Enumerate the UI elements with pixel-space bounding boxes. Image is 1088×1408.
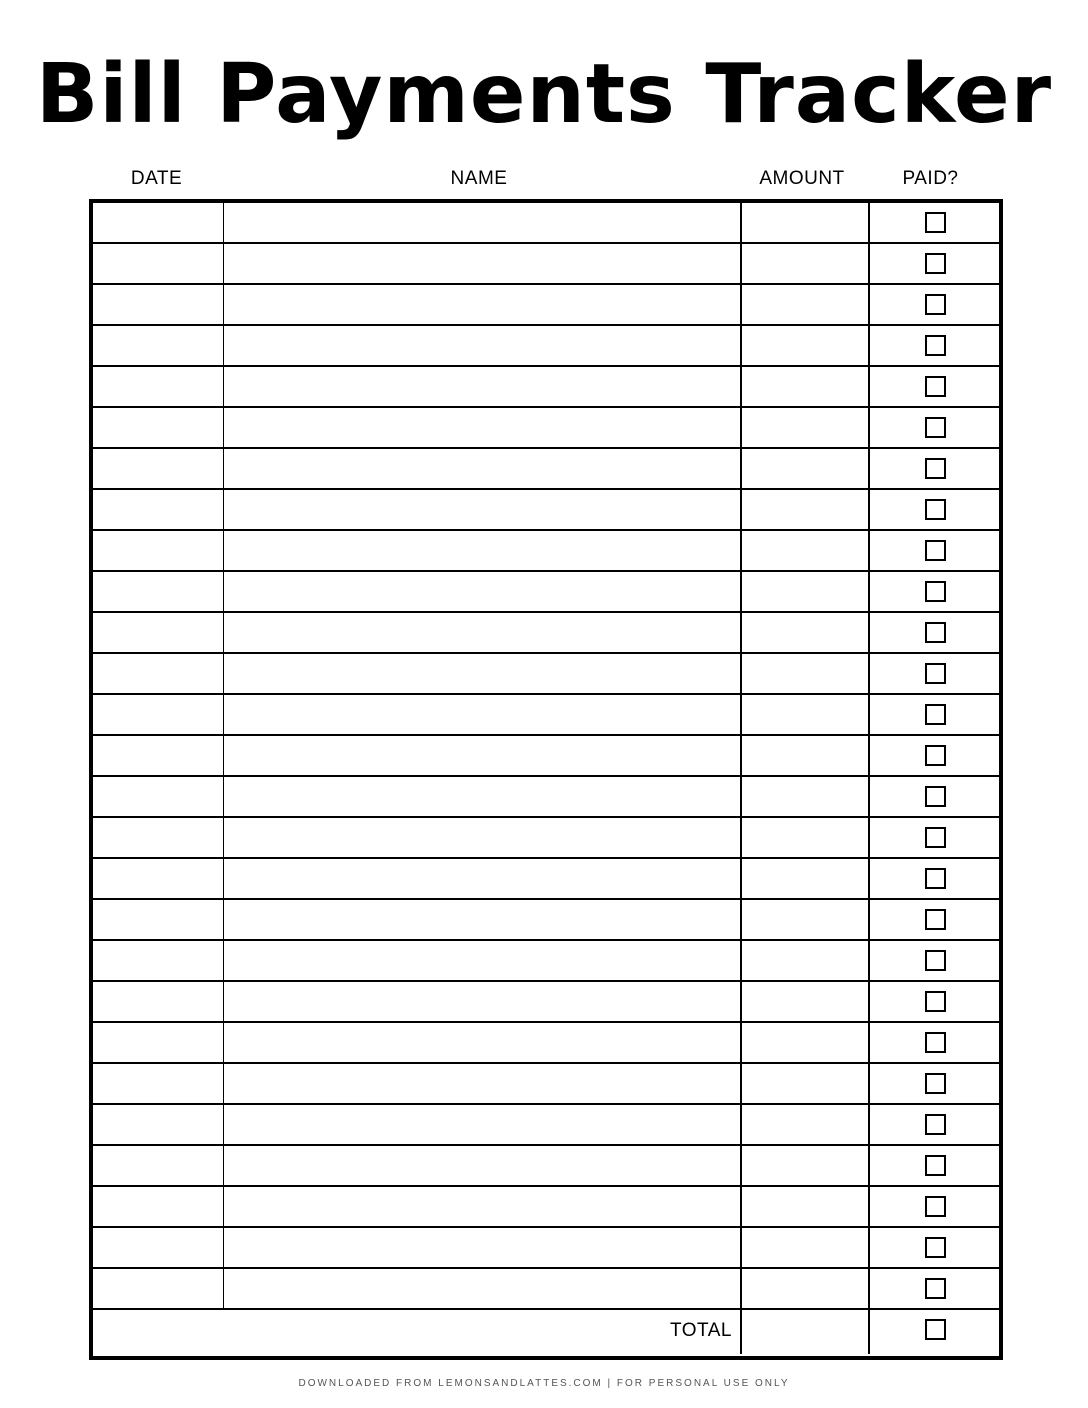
name-cell[interactable] <box>224 695 742 734</box>
table-row <box>93 203 999 244</box>
name-cell[interactable] <box>224 900 742 939</box>
amount-cell[interactable] <box>742 859 870 898</box>
checkbox-icon[interactable] <box>925 745 946 766</box>
checkbox-icon[interactable] <box>925 417 946 438</box>
paid-cell <box>870 408 999 447</box>
paid-cell <box>870 982 999 1021</box>
checkbox-icon[interactable] <box>925 581 946 602</box>
column-header-date: DATE <box>130 168 183 189</box>
name-cell[interactable] <box>224 1228 742 1267</box>
name-cell[interactable] <box>224 613 742 652</box>
paid-cell <box>870 285 999 324</box>
name-cell[interactable] <box>224 244 742 283</box>
amount-cell[interactable] <box>742 695 870 734</box>
name-cell[interactable] <box>224 941 742 980</box>
name-cell[interactable] <box>224 982 742 1021</box>
table-row <box>93 1064 999 1105</box>
total-row <box>93 1310 999 1354</box>
date-cell[interactable] <box>93 859 224 898</box>
amount-cell[interactable] <box>742 982 870 1021</box>
paid-cell <box>870 818 999 857</box>
checkbox-icon[interactable] <box>925 909 946 930</box>
footer-note: DOWNLOADED FROM LEMONSANDLATTES.COM | FOR PERSONAL USE ONLY <box>298 1378 790 1389</box>
checkbox-icon[interactable] <box>925 622 946 643</box>
column-header-paid: PAID? <box>902 168 959 189</box>
name-cell[interactable] <box>224 1064 742 1103</box>
date-cell[interactable] <box>93 490 224 529</box>
name-cell[interactable] <box>224 818 742 857</box>
date-cell[interactable] <box>93 941 224 980</box>
date-cell[interactable] <box>93 736 224 775</box>
name-cell[interactable] <box>224 203 742 242</box>
paid-cell <box>870 1105 999 1144</box>
table-row <box>93 941 999 982</box>
name-cell[interactable] <box>224 1023 742 1062</box>
date-cell[interactable] <box>93 1105 224 1144</box>
paid-cell <box>870 1023 999 1062</box>
total-label: TOTAL <box>670 1320 732 1341</box>
amount-cell[interactable] <box>742 1187 870 1226</box>
date-cell[interactable] <box>93 818 224 857</box>
table-row <box>93 1146 999 1187</box>
name-cell[interactable] <box>224 408 742 447</box>
checkbox-icon[interactable] <box>925 1319 946 1340</box>
table-row <box>93 695 999 736</box>
date-cell[interactable] <box>93 900 224 939</box>
date-cell[interactable] <box>93 1023 224 1062</box>
checkbox-icon[interactable] <box>925 335 946 356</box>
paid-cell <box>870 1064 999 1103</box>
table-row <box>93 736 999 777</box>
table-row <box>93 859 999 900</box>
amount-cell[interactable] <box>742 818 870 857</box>
date-cell[interactable] <box>93 1269 224 1308</box>
name-cell[interactable] <box>224 1269 742 1308</box>
amount-cell[interactable] <box>742 941 870 980</box>
table-row <box>93 285 999 326</box>
name-cell[interactable] <box>224 326 742 365</box>
checkbox-icon[interactable] <box>925 1114 946 1135</box>
paid-cell <box>870 203 999 242</box>
column-header-amount: AMOUNT <box>759 168 845 189</box>
amount-cell[interactable] <box>742 326 870 365</box>
amount-cell[interactable] <box>742 1269 870 1308</box>
paid-cell <box>870 1269 999 1308</box>
checkbox-icon[interactable] <box>925 253 946 274</box>
paid-cell <box>870 572 999 611</box>
paid-cell <box>870 367 999 406</box>
paid-cell <box>870 613 999 652</box>
table-row <box>93 1269 999 1310</box>
checkbox-icon[interactable] <box>925 786 946 807</box>
checkbox-icon[interactable] <box>925 376 946 397</box>
checkbox-icon[interactable] <box>925 294 946 315</box>
checkbox-icon[interactable] <box>925 1032 946 1053</box>
paid-cell <box>870 449 999 488</box>
name-cell[interactable] <box>224 285 742 324</box>
total-label-cell <box>93 1310 742 1354</box>
date-cell[interactable] <box>93 695 224 734</box>
amount-cell[interactable] <box>742 203 870 242</box>
name-cell[interactable] <box>224 736 742 775</box>
name-cell[interactable] <box>224 1105 742 1144</box>
amount-cell[interactable] <box>742 244 870 283</box>
checkbox-icon[interactable] <box>925 991 946 1012</box>
paid-cell <box>870 900 999 939</box>
table-row <box>93 777 999 818</box>
checkbox-icon[interactable] <box>925 212 946 233</box>
checkbox-icon[interactable] <box>925 663 946 684</box>
table-row <box>93 1228 999 1269</box>
table-row <box>93 490 999 531</box>
table-row <box>93 818 999 859</box>
checkbox-icon[interactable] <box>925 540 946 561</box>
amount-cell[interactable] <box>742 1105 870 1144</box>
checkbox-icon[interactable] <box>925 950 946 971</box>
amount-cell[interactable] <box>742 1228 870 1267</box>
date-cell[interactable] <box>93 1064 224 1103</box>
name-cell[interactable] <box>224 1146 742 1185</box>
date-cell[interactable] <box>93 1228 224 1267</box>
name-cell[interactable] <box>224 572 742 611</box>
amount-cell[interactable] <box>742 736 870 775</box>
date-cell[interactable] <box>93 613 224 652</box>
checkbox-icon[interactable] <box>925 499 946 520</box>
checkbox-icon[interactable] <box>925 1155 946 1176</box>
paid-cell <box>870 490 999 529</box>
table-row <box>93 1023 999 1064</box>
paid-cell <box>870 941 999 980</box>
amount-cell[interactable] <box>742 490 870 529</box>
checkbox-icon[interactable] <box>925 827 946 848</box>
bill-tracker-table <box>89 199 1003 1360</box>
paid-cell <box>870 1228 999 1267</box>
column-header-name: NAME <box>450 168 508 189</box>
table-row <box>93 449 999 490</box>
amount-cell[interactable] <box>742 572 870 611</box>
name-cell[interactable] <box>224 654 742 693</box>
name-cell[interactable] <box>224 449 742 488</box>
checkbox-icon[interactable] <box>925 1196 946 1217</box>
table-row <box>93 244 999 285</box>
checkbox-icon[interactable] <box>925 868 946 889</box>
name-cell[interactable] <box>224 777 742 816</box>
amount-cell[interactable] <box>742 1023 870 1062</box>
amount-cell[interactable] <box>742 613 870 652</box>
date-cell[interactable] <box>93 1187 224 1226</box>
date-cell[interactable] <box>93 982 224 1021</box>
table-row <box>93 367 999 408</box>
checkbox-icon[interactable] <box>925 458 946 479</box>
paid-cell <box>870 654 999 693</box>
date-cell[interactable] <box>93 367 224 406</box>
date-cell[interactable] <box>93 244 224 283</box>
date-cell[interactable] <box>93 285 224 324</box>
table-row <box>93 1105 999 1146</box>
amount-cell[interactable] <box>742 449 870 488</box>
checkbox-icon[interactable] <box>925 1237 946 1258</box>
name-cell[interactable] <box>224 367 742 406</box>
paid-cell <box>870 1146 999 1185</box>
paid-cell <box>870 1187 999 1226</box>
amount-cell[interactable] <box>742 285 870 324</box>
table-row <box>93 613 999 654</box>
date-cell[interactable] <box>93 1146 224 1185</box>
date-cell[interactable] <box>93 531 224 570</box>
amount-cell[interactable] <box>742 531 870 570</box>
date-cell[interactable] <box>93 203 224 242</box>
date-cell[interactable] <box>93 408 224 447</box>
date-cell[interactable] <box>93 572 224 611</box>
paid-cell <box>870 777 999 816</box>
page-title: Bill Payments Tracker <box>35 47 1053 142</box>
amount-cell[interactable] <box>742 367 870 406</box>
date-cell[interactable] <box>93 654 224 693</box>
name-cell[interactable] <box>224 1187 742 1226</box>
paid-cell <box>870 531 999 570</box>
checkbox-icon[interactable] <box>925 1278 946 1299</box>
checkbox-icon[interactable] <box>925 1073 946 1094</box>
table-row <box>93 654 999 695</box>
table-row <box>93 408 999 449</box>
paid-cell <box>870 736 999 775</box>
table-row <box>93 572 999 613</box>
amount-cell[interactable] <box>742 408 870 447</box>
date-cell[interactable] <box>93 326 224 365</box>
paid-cell <box>870 695 999 734</box>
amount-cell[interactable] <box>742 654 870 693</box>
amount-cell[interactable] <box>742 900 870 939</box>
total-amount-cell[interactable] <box>742 1310 870 1354</box>
checkbox-icon[interactable] <box>925 704 946 725</box>
amount-cell[interactable] <box>742 1146 870 1185</box>
name-cell[interactable] <box>224 859 742 898</box>
amount-cell[interactable] <box>742 1064 870 1103</box>
table-row <box>93 982 999 1023</box>
table-row <box>93 531 999 572</box>
table-row <box>93 1187 999 1228</box>
paid-cell <box>870 326 999 365</box>
table-row <box>93 326 999 367</box>
name-cell[interactable] <box>224 531 742 570</box>
total-paid-cell <box>870 1310 999 1354</box>
table-row <box>93 900 999 941</box>
paid-cell <box>870 244 999 283</box>
amount-cell[interactable] <box>742 777 870 816</box>
date-cell[interactable] <box>93 449 224 488</box>
paid-cell <box>870 859 999 898</box>
date-cell[interactable] <box>93 777 224 816</box>
name-cell[interactable] <box>224 490 742 529</box>
